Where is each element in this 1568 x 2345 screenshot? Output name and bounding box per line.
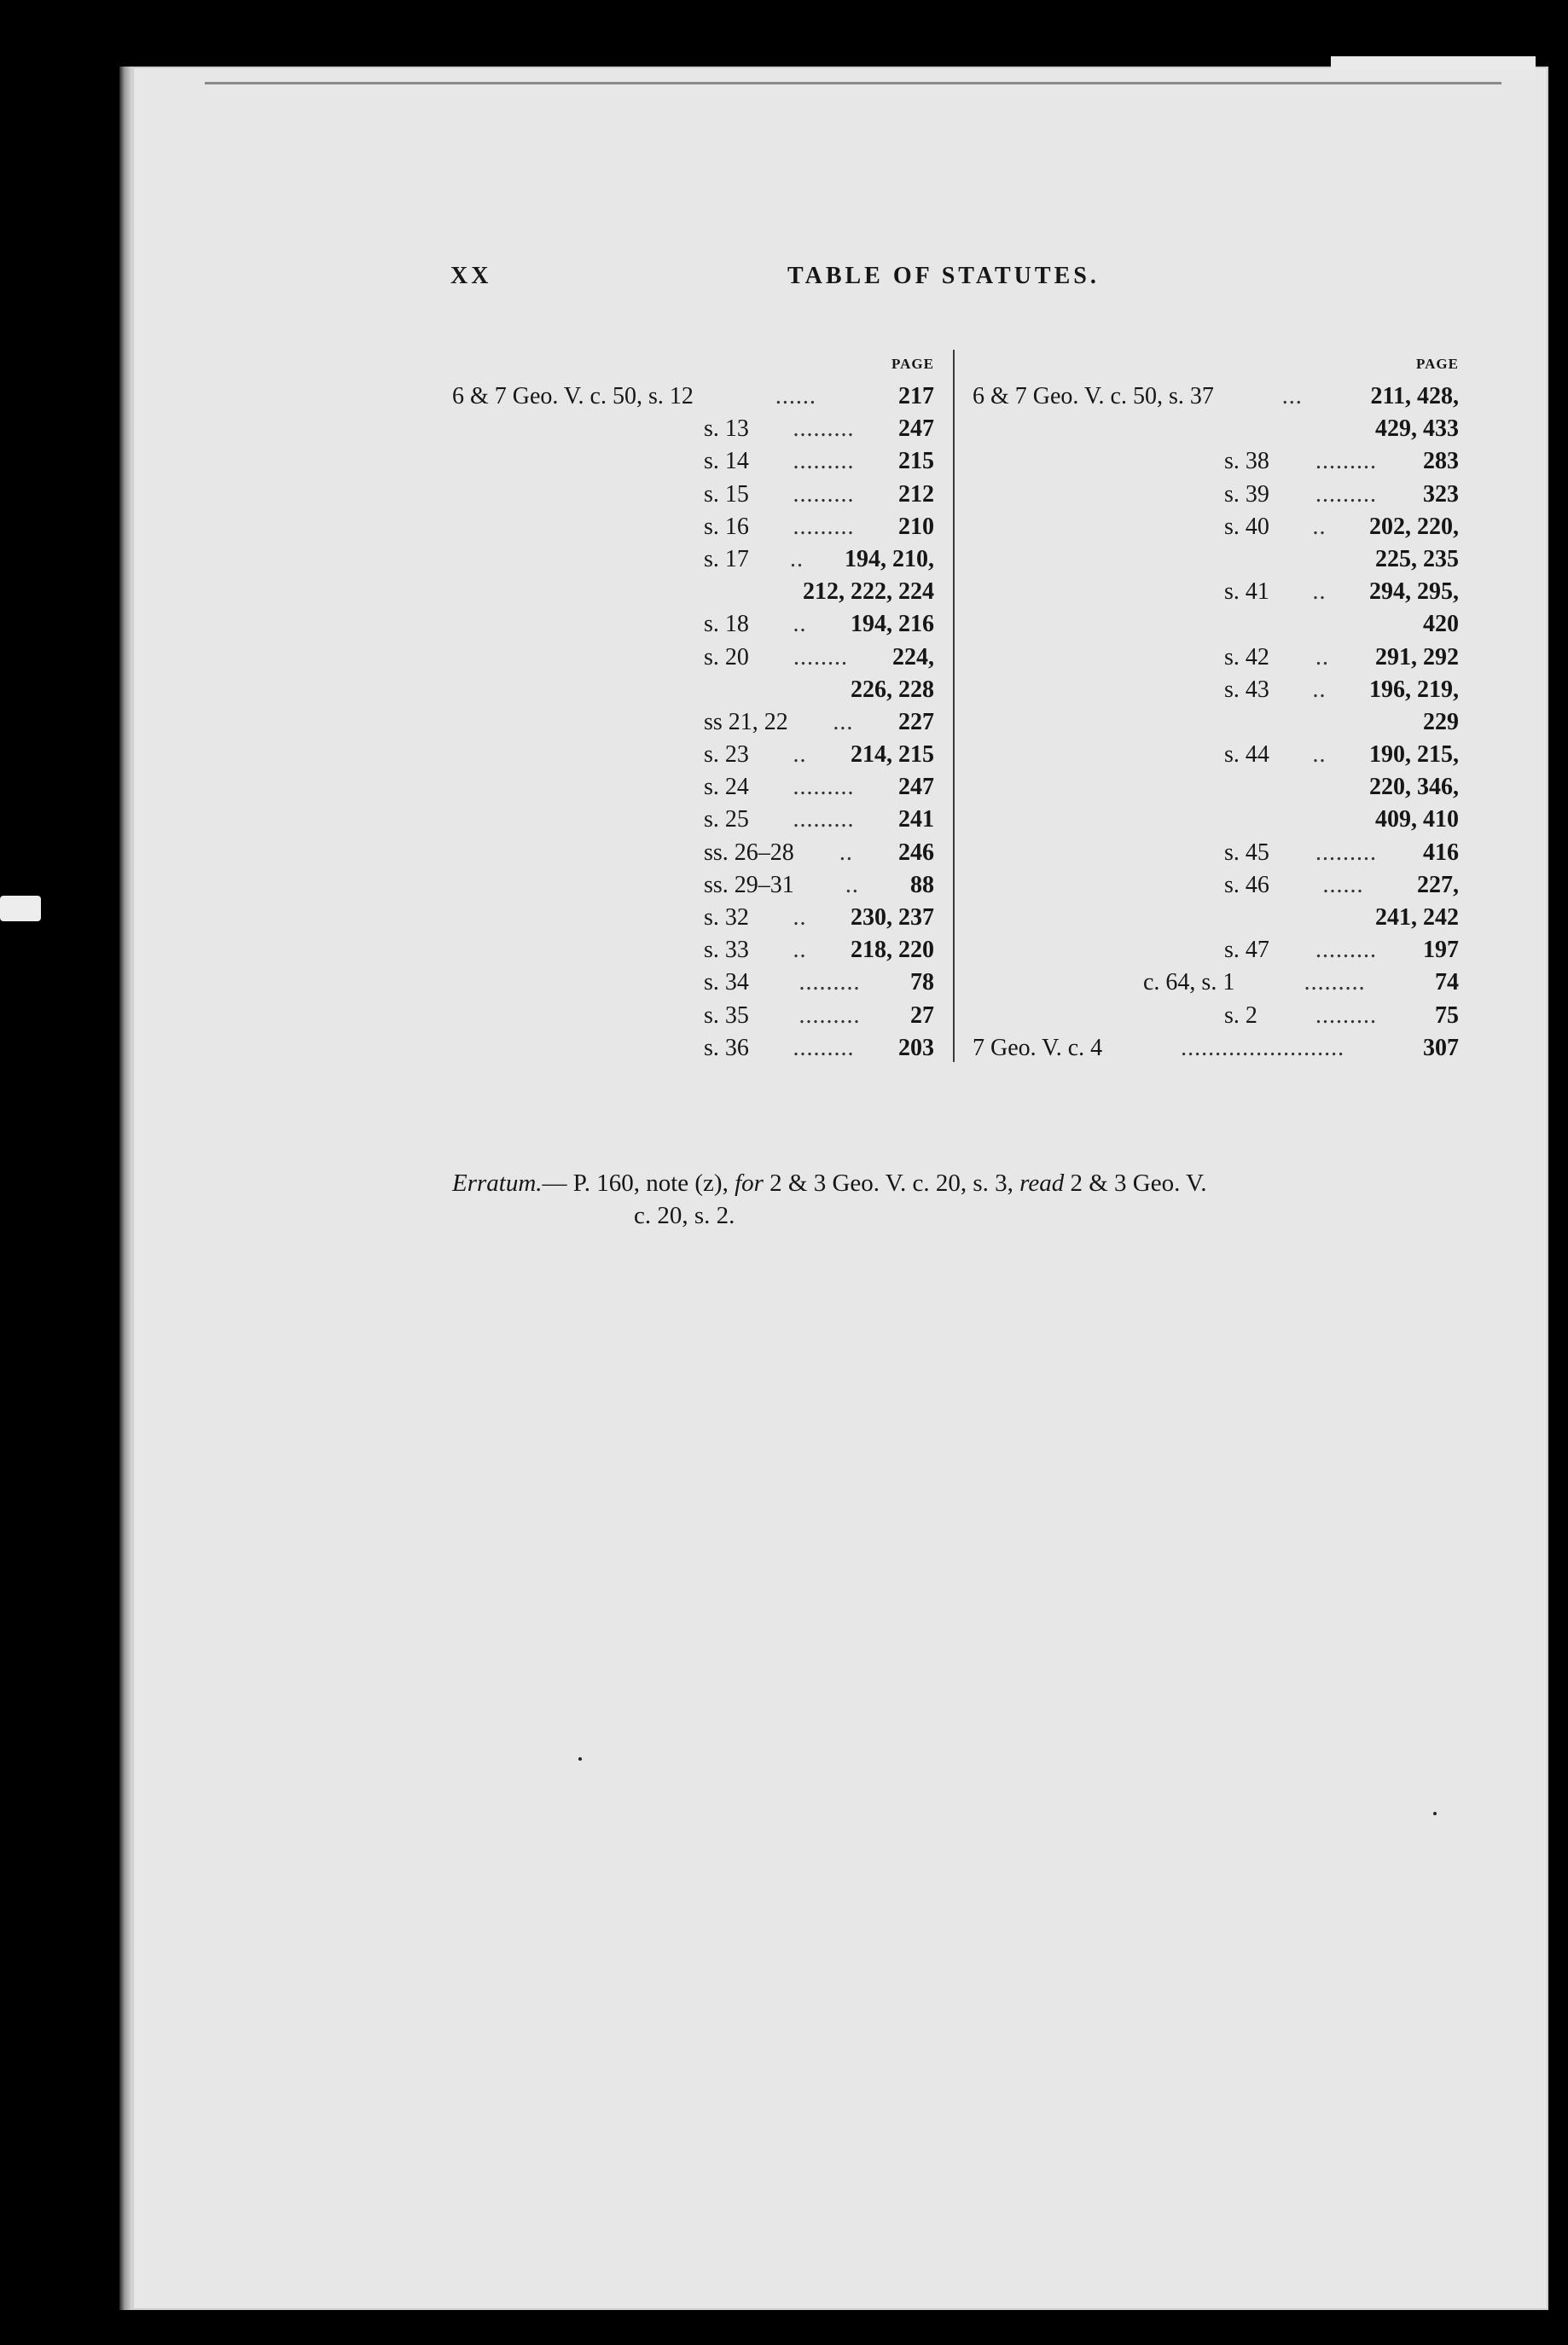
- running-header: [450, 263, 1457, 297]
- statute-reference: s. 13: [704, 415, 749, 443]
- leader-dots: ..: [839, 839, 853, 866]
- leader-dots: .........: [1315, 1001, 1377, 1029]
- page-reference: 197: [1423, 937, 1459, 964]
- statute-reference: s. 16: [704, 513, 749, 540]
- index-entry: [452, 739, 934, 771]
- index-entry: [973, 674, 1459, 706]
- page-reference: 211, 428,: [1370, 383, 1459, 409]
- index-entry: [452, 380, 934, 413]
- index-entry: [973, 837, 1459, 869]
- leader-dots: .........: [793, 774, 855, 801]
- statute-reference: s. 32: [704, 904, 749, 931]
- page-reference: 218, 220: [851, 937, 934, 964]
- index-entry: [452, 641, 934, 674]
- page-column-label: PAGE: [1416, 356, 1459, 372]
- page-reference: 78: [910, 969, 934, 996]
- page-reference: 416: [1423, 839, 1459, 866]
- statute-reference: s. 43: [1224, 676, 1269, 703]
- index-entry: [452, 966, 934, 999]
- statute-reference: 7 Geo. V. c. 4: [973, 1034, 1103, 1061]
- statute-reference: s. 46: [1224, 871, 1269, 898]
- statute-reference: s. 2: [1224, 1001, 1257, 1029]
- page-reference: 247: [898, 415, 934, 443]
- page-reference: 226, 228: [851, 676, 934, 703]
- index-entry: [452, 1000, 934, 1032]
- index-entry: [452, 576, 934, 608]
- erratum-note: [452, 1167, 1459, 1232]
- index-entry: [973, 804, 1459, 836]
- statute-reference: s. 17: [704, 545, 749, 572]
- index-entry: [973, 771, 1459, 804]
- page-reference: 227: [898, 708, 934, 735]
- leader-dots: .........: [1315, 448, 1377, 475]
- page-column-label: PAGE: [891, 356, 934, 372]
- leader-dots: ..: [1312, 513, 1327, 540]
- index-entry: [452, 511, 934, 543]
- leader-dots: ..: [789, 545, 804, 572]
- statute-reference: ss 21, 22: [704, 708, 788, 735]
- page-reference: 196, 219,: [1369, 676, 1459, 703]
- statute-reference: s. 36: [704, 1034, 749, 1061]
- leader-dots: ..: [845, 871, 859, 898]
- index-entry: [973, 966, 1459, 999]
- page-reference: 203: [898, 1034, 934, 1061]
- erratum-for: for: [735, 1170, 764, 1197]
- index-entry: [973, 934, 1459, 966]
- statute-reference: ss. 26–28: [704, 839, 794, 866]
- index-entry: [452, 479, 934, 511]
- index-entry: [452, 837, 934, 869]
- leader-dots: ........: [793, 643, 848, 670]
- statute-reference: s. 45: [1224, 839, 1269, 866]
- index-entry: [973, 445, 1459, 478]
- index-entry: [452, 902, 934, 934]
- leader-dots: .........: [793, 448, 855, 475]
- leader-dots: ..: [793, 611, 807, 638]
- page-reference: 212: [898, 480, 934, 508]
- index-entry: [973, 511, 1459, 543]
- leader-dots: .........: [1315, 839, 1377, 866]
- statute-reference: s. 38: [1224, 448, 1269, 475]
- page-reference: 74: [1435, 969, 1459, 996]
- erratum-label: Erratum.: [452, 1170, 543, 1197]
- page-reference: 194, 216: [851, 611, 934, 638]
- page-reference: 88: [910, 871, 934, 898]
- leader-dots: ..: [1312, 676, 1327, 703]
- index-entry: [973, 902, 1459, 934]
- statute-reference: s. 33: [704, 937, 749, 964]
- leader-dots: .........: [799, 1001, 861, 1029]
- statute-reference: s. 14: [704, 448, 749, 475]
- statute-reference: 6 & 7 Geo. V. c. 50, s. 37: [973, 383, 1214, 409]
- leader-dots: .........: [799, 969, 861, 996]
- page-reference: 294, 295,: [1369, 578, 1459, 606]
- page-top-edge: [1331, 56, 1536, 70]
- column-divider: [953, 350, 955, 1062]
- index-entry: [973, 543, 1459, 576]
- right-column: [973, 348, 1459, 1065]
- page-reference: 27: [910, 1001, 934, 1029]
- page-reference: 323: [1423, 480, 1459, 508]
- statute-reference: s. 39: [1224, 480, 1269, 508]
- index-entry: [973, 413, 1459, 445]
- statute-reference: s. 25: [704, 806, 749, 833]
- page-reference: 247: [898, 774, 934, 801]
- index-entry: [973, 1000, 1459, 1032]
- index-entry: [973, 608, 1459, 641]
- page-reference: 283: [1423, 448, 1459, 475]
- page-reference: 291, 292: [1375, 643, 1459, 670]
- leader-dots: ..: [1315, 643, 1329, 670]
- page-number: XX: [450, 263, 492, 289]
- erratum-text: P. 160, note (z),: [572, 1170, 729, 1197]
- page-reference: 215: [898, 448, 934, 475]
- leader-dots: .........: [793, 480, 855, 508]
- index-entry: [452, 674, 934, 706]
- index-entry: [973, 1032, 1459, 1065]
- leader-dots: .........: [793, 1034, 855, 1061]
- erratum-text: c. 20, s. 2.: [634, 1202, 735, 1229]
- index-entry: [452, 445, 934, 478]
- statute-reference: s. 41: [1224, 578, 1269, 606]
- page-reference: 241, 242: [1375, 904, 1459, 931]
- page-reference: 217: [898, 383, 934, 409]
- index-entry: [973, 380, 1459, 413]
- statute-reference: s. 23: [704, 741, 749, 769]
- erratum-dash: —: [542, 1170, 567, 1197]
- leader-dots: ..: [793, 741, 807, 769]
- index-entry: [452, 869, 934, 902]
- page-reference: 210: [898, 513, 934, 540]
- index-entry: [452, 413, 934, 445]
- statute-reference: s. 44: [1224, 741, 1269, 769]
- page-reference: 220, 346,: [1369, 774, 1459, 801]
- page-reference: 225, 235: [1375, 545, 1459, 572]
- leader-dots: ......: [775, 383, 816, 409]
- leader-dots: .........: [793, 806, 855, 833]
- page-reference: 229: [1423, 708, 1459, 735]
- index-entry: [973, 706, 1459, 739]
- page-reference: 429, 433: [1375, 415, 1459, 443]
- page-reference: 241: [898, 806, 934, 833]
- leader-dots: ..: [793, 904, 807, 931]
- statute-reference: s. 47: [1224, 937, 1269, 964]
- binding-mark: [0, 896, 41, 921]
- statute-reference: s. 42: [1224, 643, 1269, 670]
- leader-dots: ........................: [1181, 1034, 1345, 1061]
- page-reference: 190, 215,: [1369, 741, 1459, 769]
- left-column: [452, 348, 934, 1065]
- index-entry: [452, 706, 934, 739]
- statute-reference: c. 64, s. 1: [1143, 969, 1235, 996]
- leader-dots: .........: [1304, 969, 1366, 996]
- page-reference: 307: [1423, 1034, 1459, 1061]
- index-entry: [452, 804, 934, 836]
- index-entry: [973, 739, 1459, 771]
- index-entry: [973, 869, 1459, 902]
- page-reference: 202, 220,: [1369, 513, 1459, 540]
- leader-dots: ...: [1281, 383, 1303, 409]
- leader-dots: ..: [1312, 578, 1327, 606]
- index-entry: [452, 608, 934, 641]
- index-entry: [973, 479, 1459, 511]
- erratum-read: read: [1019, 1170, 1065, 1197]
- page-reference: 214, 215: [851, 741, 934, 769]
- erratum-text: 2 & 3 Geo. V.: [1070, 1170, 1207, 1197]
- leader-dots: ..: [1312, 741, 1327, 769]
- leader-dots: ..: [793, 937, 807, 964]
- statute-reference: s. 24: [704, 774, 749, 801]
- leader-dots: ...: [833, 708, 854, 735]
- page-reference: 420: [1423, 611, 1459, 638]
- scan-speck: [578, 1757, 582, 1761]
- leader-dots: .........: [1315, 480, 1377, 508]
- page-reference: 194, 210,: [845, 545, 934, 572]
- page-reference: 230, 237: [851, 904, 934, 931]
- statute-reference: 6 & 7 Geo. V. c. 50, s. 12: [452, 383, 694, 409]
- leader-dots: ......: [1322, 871, 1364, 898]
- erratum-text: 2 & 3 Geo. V. c. 20, s. 3,: [769, 1170, 1013, 1197]
- statute-reference: s. 40: [1224, 513, 1269, 540]
- statute-reference: s. 20: [704, 643, 749, 670]
- index-entry: [452, 934, 934, 966]
- statute-reference: s. 35: [704, 1001, 749, 1029]
- statute-reference: s. 34: [704, 969, 749, 996]
- leader-dots: .........: [793, 415, 855, 443]
- page-reference: 246: [898, 839, 934, 866]
- index-entry: [973, 641, 1459, 674]
- index-entry: [452, 771, 934, 804]
- page-reference: 224,: [892, 643, 934, 670]
- leader-dots: .........: [1315, 937, 1377, 964]
- top-rule: [205, 82, 1501, 84]
- scan-speck: [1433, 1812, 1437, 1815]
- page-edge: [119, 67, 132, 2310]
- leader-dots: .........: [793, 513, 855, 540]
- statute-reference: ss. 29–31: [704, 871, 794, 898]
- page-reference: 75: [1435, 1001, 1459, 1029]
- page-reference: 227,: [1417, 871, 1459, 898]
- page-reference: 212, 222, 224: [803, 578, 934, 606]
- page-title: TABLE OF STATUTES.: [787, 263, 1100, 289]
- index-entry: [452, 1032, 934, 1065]
- index-entry: [452, 543, 934, 576]
- index-entry: [973, 576, 1459, 608]
- statute-reference: s. 15: [704, 480, 749, 508]
- statute-reference: s. 18: [704, 611, 749, 638]
- page-reference: 409, 410: [1375, 806, 1459, 833]
